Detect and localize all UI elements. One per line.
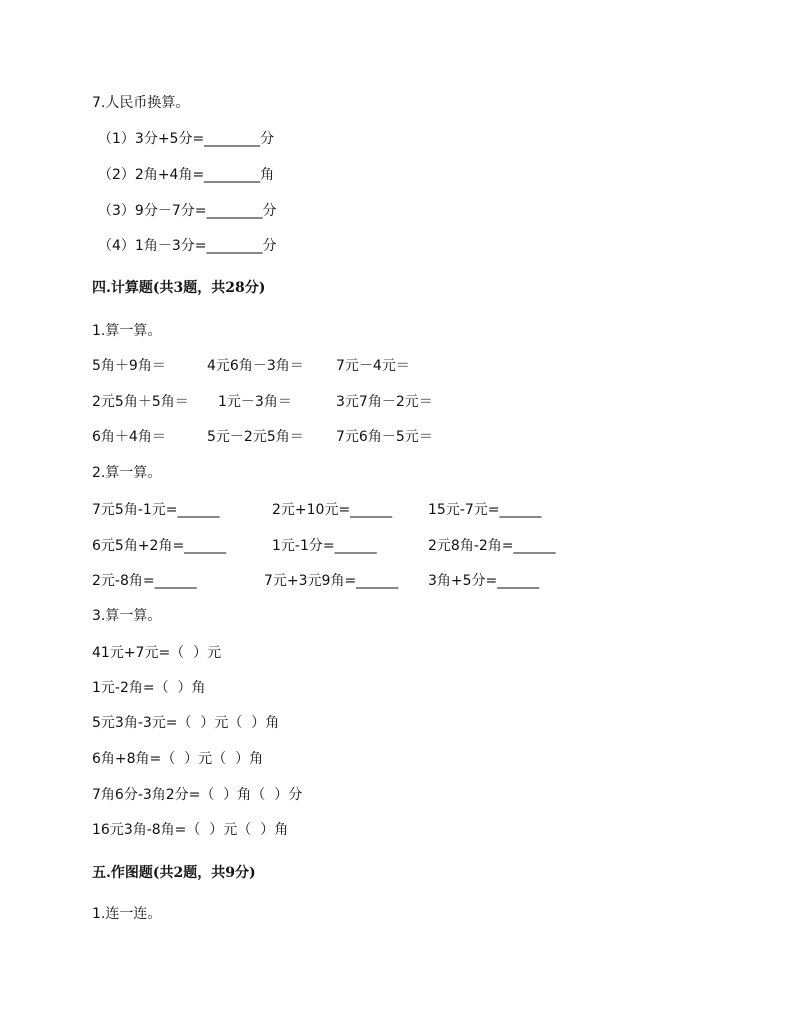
q2-cell: 7元+3元9角=______ <box>264 573 399 589</box>
q3-item: 5元3角-3元=（ ）元（ ）角 <box>92 715 280 731</box>
q2-cell: 1元-1分=______ <box>272 538 377 554</box>
question-7-item-1: （1）3分+5分=________分 <box>98 131 275 147</box>
question-7-title: 7.人民币换算。 <box>92 95 190 111</box>
q2-cell: 2元-8角=______ <box>92 573 197 589</box>
q2-cell: 2元8角-2角=______ <box>428 538 556 554</box>
section-4-q1-title: 1.算一算。 <box>92 323 162 339</box>
q1-cell: 7元－4元＝ <box>336 358 410 374</box>
section-5-heading: 五.作图题(共2题，共9分) <box>92 865 256 881</box>
q3-item: 6角+8角=（ ）元（ ）角 <box>92 751 264 767</box>
section-4-q2-title: 2.算一算。 <box>92 465 162 481</box>
q1-cell: 1元－3角＝ <box>218 394 292 410</box>
q3-item: 16元3角-8角=（ ）元（ ）角 <box>92 822 289 838</box>
q1-cell: 3元7角－2元＝ <box>336 394 433 410</box>
q1-cell: 2元5角＋5角＝ <box>92 394 189 410</box>
q2-cell: 15元-7元=______ <box>428 502 542 518</box>
q2-cell: 7元5角-1元=______ <box>92 502 220 518</box>
q2-cell: 2元+10元=______ <box>272 502 393 518</box>
section-4-heading: 四.计算题(共3题，共28分) <box>92 280 266 296</box>
question-7-item-2: （2）2角+4角=________角 <box>98 167 275 183</box>
question-7-item-4: （4）1角－3分=________分 <box>98 238 277 254</box>
question-7-item-3: （3）9分－7分=________分 <box>98 203 277 219</box>
q1-cell: 6角＋4角＝ <box>92 429 166 445</box>
q1-cell: 7元6角－5元＝ <box>336 429 433 445</box>
q1-cell: 5角＋9角＝ <box>92 358 166 374</box>
section-4-q3-title: 3.算一算。 <box>92 608 162 624</box>
q2-cell: 3角+5分=______ <box>428 573 540 589</box>
q2-cell: 6元5角+2角=______ <box>92 538 227 554</box>
q1-cell: 5元－2元5角＝ <box>207 429 304 445</box>
q3-item: 7角6分-3角2分=（ ）角（ ）分 <box>92 787 303 803</box>
q3-item: 1元-2角=（ ）角 <box>92 680 206 696</box>
section-5-q1-title: 1.连一连。 <box>92 906 162 922</box>
q1-cell: 4元6角－3角＝ <box>207 358 304 374</box>
q3-item: 41元+7元=（ ）元 <box>92 645 222 661</box>
